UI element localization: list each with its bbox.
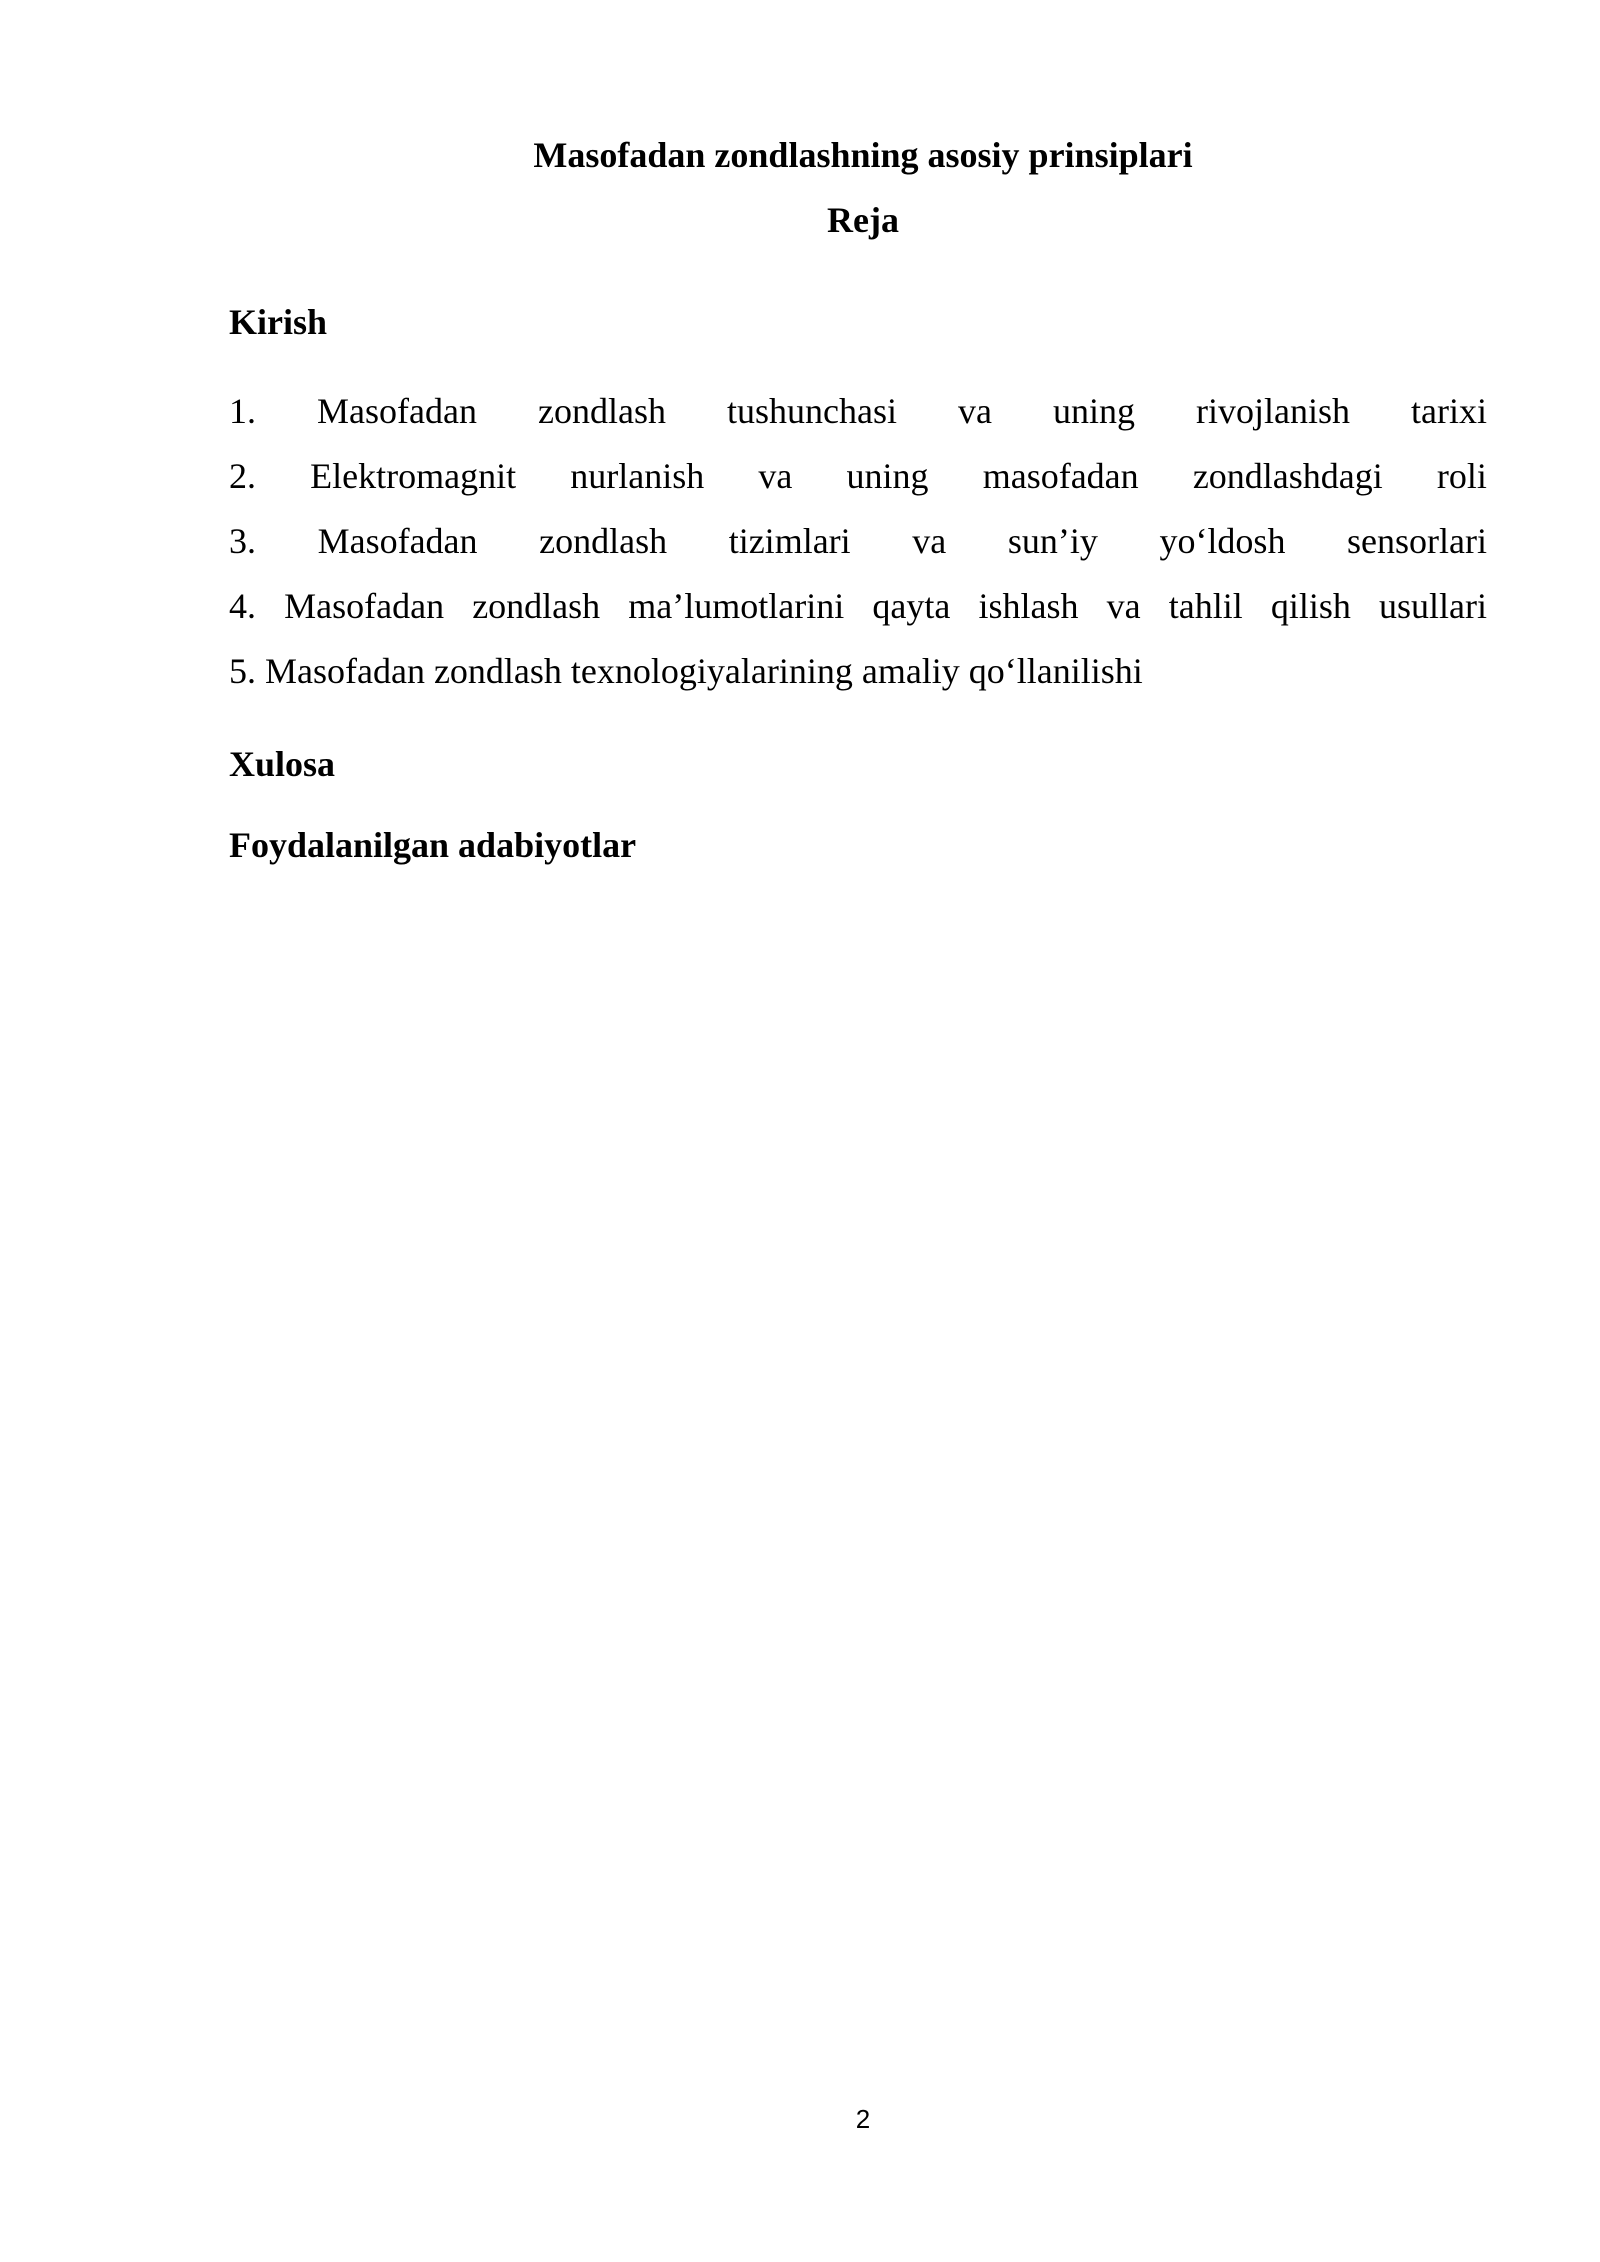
plan-item-word: Masofadan — [317, 391, 477, 431]
plan-item-word: tushunchasi — [726, 391, 897, 431]
plan-item-word: qilish — [1270, 586, 1351, 626]
plan-heading: Reja — [827, 200, 899, 240]
plan-item-word: Masofadan — [317, 521, 478, 561]
plan-item-word: nurlanish — [570, 456, 705, 496]
intro-heading: Kirish — [229, 302, 328, 342]
plan-item-word: zondlashdagi — [1192, 456, 1383, 496]
page-number: 2 — [855, 2104, 871, 2134]
plan-item-word: sun’iy — [1007, 521, 1098, 561]
references-heading: Foydalanilgan adabiyotlar — [229, 825, 637, 865]
plan-item-word: zondlash — [539, 521, 668, 561]
plan-item-word: qayta — [872, 586, 951, 626]
plan-item — [229, 574, 1487, 639]
plan-item-word: 3. — [229, 521, 256, 561]
plan-item-word: masofadan — [982, 456, 1139, 496]
plan-item-word: yo‘ldosh — [1159, 521, 1286, 561]
conclusion-heading: Xulosa — [229, 744, 336, 784]
plan-item-word: uning — [1052, 391, 1135, 431]
plan-item-word: zondlash — [537, 391, 666, 431]
plan-item-word: Elektromagnit — [310, 456, 517, 496]
plan-item-word: tahlil — [1168, 586, 1243, 626]
plan-item: 5. Masofadan zondlash texnologiyalarining amaliy qo‘llanilishi — [229, 651, 1143, 691]
plan-item-word: tizimlari — [728, 521, 851, 561]
plan-item-word: Masofadan — [284, 586, 445, 626]
plan-item-word: usullari — [1378, 586, 1487, 626]
plan-item-word: 4. — [229, 586, 256, 626]
plan-item-word: va — [1106, 586, 1141, 626]
plan-item-word: roli — [1436, 456, 1487, 496]
plan-item — [229, 509, 1487, 574]
plan-item — [229, 444, 1487, 509]
plan-item-word: uning — [846, 456, 929, 496]
plan-list — [229, 379, 1487, 704]
plan-item-word: 1. — [229, 391, 256, 431]
document-title: Masofadan zondlashning asosiy prinsiplari — [533, 135, 1193, 175]
plan-item-word: rivojlanish — [1196, 391, 1350, 431]
plan-item-word: zondlash — [472, 586, 601, 626]
plan-item-word: sensorlari — [1347, 521, 1487, 561]
plan-item-word: 2. — [229, 456, 256, 496]
plan-item-word: va — [758, 456, 793, 496]
plan-item-word: va — [957, 391, 992, 431]
plan-item-word: va — [912, 521, 947, 561]
plan-item-word: tarixi — [1411, 391, 1487, 431]
plan-item — [229, 379, 1487, 444]
plan-item-word: ma’lumotlarini — [628, 586, 845, 626]
plan-item-word: ishlash — [978, 586, 1079, 626]
